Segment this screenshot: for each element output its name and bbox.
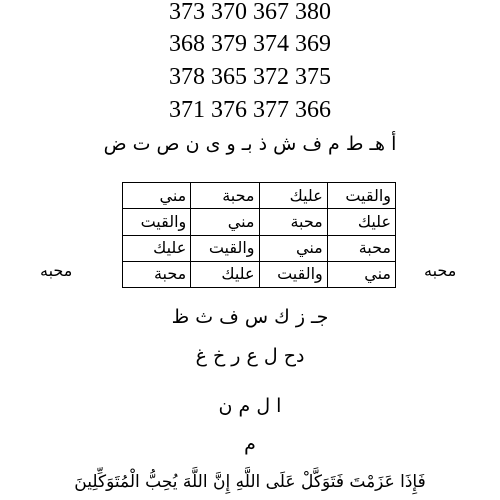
number-row-2: 368 379 374 369 xyxy=(169,31,331,57)
grid-cell: مني xyxy=(327,261,395,287)
side-word-left: محبه xyxy=(40,261,73,280)
grid-cell: والقيت xyxy=(259,261,327,287)
grid-cell: محبة xyxy=(191,183,259,209)
grid-cell: محبة xyxy=(327,235,395,261)
grid-cell: عليك xyxy=(259,183,327,209)
quran-verse: فَإِذَا عَزَمْتَ فَتَوَكَّلْ عَلَى اللَّهِ إِنَّ اللَّهَ يُحِبُّ الْمُتَوَكِّلِينَ xyxy=(74,472,426,492)
letters-line-4: ا ل م ن xyxy=(218,395,282,417)
letters-line-1: أ هـ ط م ف ش ذ بـ و ى ن ص ت ض xyxy=(103,133,397,155)
letters-line-2: جـ ز ك س ف ث ظ xyxy=(171,306,329,328)
side-word-right: محبه xyxy=(424,261,457,280)
letters-line-5: م xyxy=(244,433,256,455)
grid-cell: محبة xyxy=(259,209,327,235)
grid-row xyxy=(123,235,396,261)
grid-cell: عليك xyxy=(327,209,395,235)
grid-cell: والقيت xyxy=(123,209,191,235)
grid-cell: والقيت xyxy=(327,183,395,209)
grid-cell: محبة xyxy=(123,261,191,287)
grid-row xyxy=(123,261,396,287)
grid-cell: مني xyxy=(191,209,259,235)
words-grid xyxy=(122,182,396,288)
number-row-4: 371 376 377 366 xyxy=(169,97,331,123)
letters-line-3: دح ل ع ر خ غ xyxy=(195,345,305,367)
grid-cell: مني xyxy=(123,183,191,209)
grid-cell: عليك xyxy=(191,261,259,287)
grid-cell: عليك xyxy=(123,235,191,261)
grid-row xyxy=(123,209,396,235)
grid-row xyxy=(123,183,396,209)
number-row-3: 378 365 372 375 xyxy=(169,64,331,90)
grid-cell: مني xyxy=(259,235,327,261)
number-row-1: 373 370 367 380 xyxy=(169,0,331,25)
grid-cell: والقيت xyxy=(191,235,259,261)
